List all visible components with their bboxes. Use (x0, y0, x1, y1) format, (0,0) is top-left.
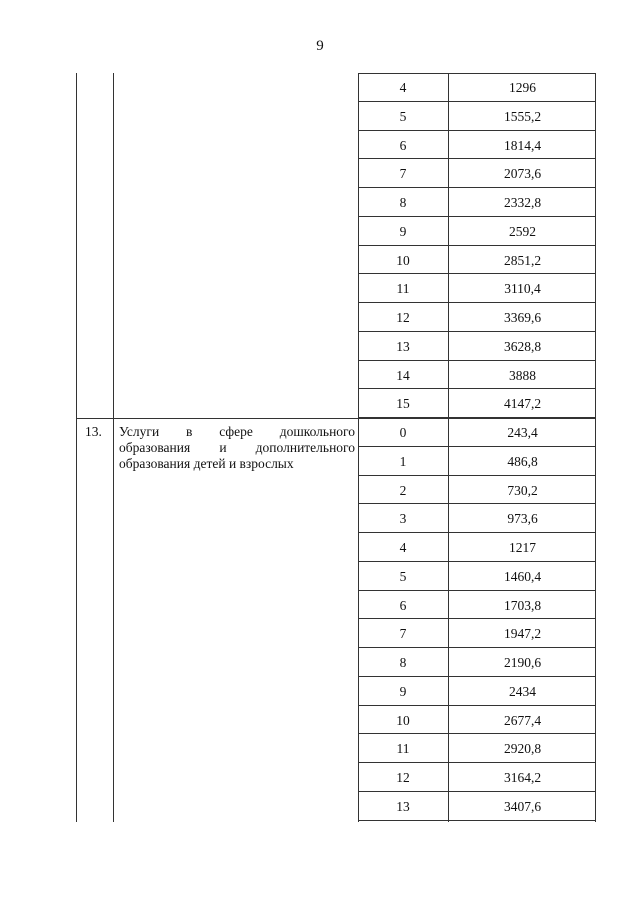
row-key: 1 (399, 453, 407, 469)
row-key: 13 (396, 798, 410, 814)
row-value: 973,6 (507, 511, 538, 527)
table-row (358, 533, 596, 562)
row-value: 1217 (509, 540, 536, 555)
table-row (358, 102, 596, 131)
row-key: 7 (399, 166, 407, 182)
row-value: 3888 (509, 367, 536, 383)
row-value: 2434 (509, 683, 536, 699)
row-key: 9 (399, 223, 407, 239)
row-value: 243,4 (507, 425, 538, 440)
table-row (358, 734, 596, 763)
row-key: 8 (399, 195, 407, 210)
row-key: 13 (396, 338, 410, 354)
row-key: 0 (399, 425, 407, 440)
table-row (358, 361, 596, 390)
table-row (358, 792, 596, 821)
row-value: 2677,4 (503, 712, 542, 728)
table-row (358, 619, 596, 648)
row-value: 2851,2 (503, 252, 542, 268)
table-row (358, 217, 596, 246)
table-row (358, 476, 596, 505)
table-row (358, 73, 596, 102)
row-key: 5 (399, 108, 407, 124)
row-value: 2073,6 (503, 166, 542, 182)
table-row (358, 303, 596, 332)
row-key: 10 (396, 252, 410, 268)
row-value: 2190,6 (503, 655, 542, 670)
table-row (358, 188, 596, 217)
table-row (358, 131, 596, 160)
table-row (358, 246, 596, 275)
page-number: 9 (316, 38, 324, 54)
row-key: 15 (396, 396, 410, 412)
row-key: 12 (396, 310, 410, 325)
row-value: 1947,2 (503, 626, 542, 642)
row-value: 1296 (509, 80, 536, 95)
value-rows (358, 73, 596, 821)
row-key: 9 (399, 683, 407, 699)
table-row (358, 389, 596, 418)
table-row (358, 418, 596, 447)
table-row (358, 447, 596, 476)
section-number: 13. (85, 424, 102, 439)
row-key: 2 (399, 482, 407, 498)
row-value: 3407,6 (503, 798, 542, 814)
row-value: 2592 (509, 223, 536, 239)
row-key: 6 (399, 597, 407, 613)
section-label: Услуги в сфере дошкольного образования и дополнительного образования детей и взрослых (119, 424, 355, 471)
row-value: 730,2 (507, 482, 538, 498)
row-value: 2920,8 (503, 741, 542, 757)
section-13 (76, 419, 358, 471)
table-row (358, 706, 596, 735)
row-key: 6 (399, 137, 407, 153)
table-row (358, 763, 596, 792)
table-row (358, 159, 596, 188)
row-value: 1460,4 (503, 568, 542, 584)
row-key: 12 (396, 770, 410, 785)
row-key: 7 (399, 626, 407, 642)
table-row (358, 332, 596, 361)
row-value: 1555,2 (503, 108, 542, 124)
table-row (358, 274, 596, 303)
table-row (358, 504, 596, 533)
row-value: 3164,2 (503, 770, 542, 785)
table-row (358, 591, 596, 620)
table-row (358, 648, 596, 677)
row-value: 1703,8 (503, 597, 542, 613)
row-key: 5 (399, 568, 407, 584)
row-key: 3 (399, 511, 407, 527)
row-key: 14 (396, 367, 410, 383)
tariff-table (76, 73, 596, 822)
row-key: 10 (396, 712, 410, 728)
row-value: 3628,8 (503, 338, 542, 354)
row-key: 11 (396, 281, 410, 297)
row-value: 4147,2 (503, 396, 542, 412)
row-key: 4 (399, 540, 407, 555)
row-key: 8 (399, 655, 407, 670)
row-key: 4 (399, 80, 407, 95)
row-value: 1814,4 (503, 137, 542, 153)
row-value: 3110,4 (504, 281, 541, 297)
row-value: 3369,6 (503, 310, 542, 325)
row-key: 11 (396, 741, 410, 757)
table-row (358, 562, 596, 591)
table-row (358, 677, 596, 706)
row-value: 2332,8 (503, 195, 542, 210)
row-value: 486,8 (507, 453, 538, 469)
